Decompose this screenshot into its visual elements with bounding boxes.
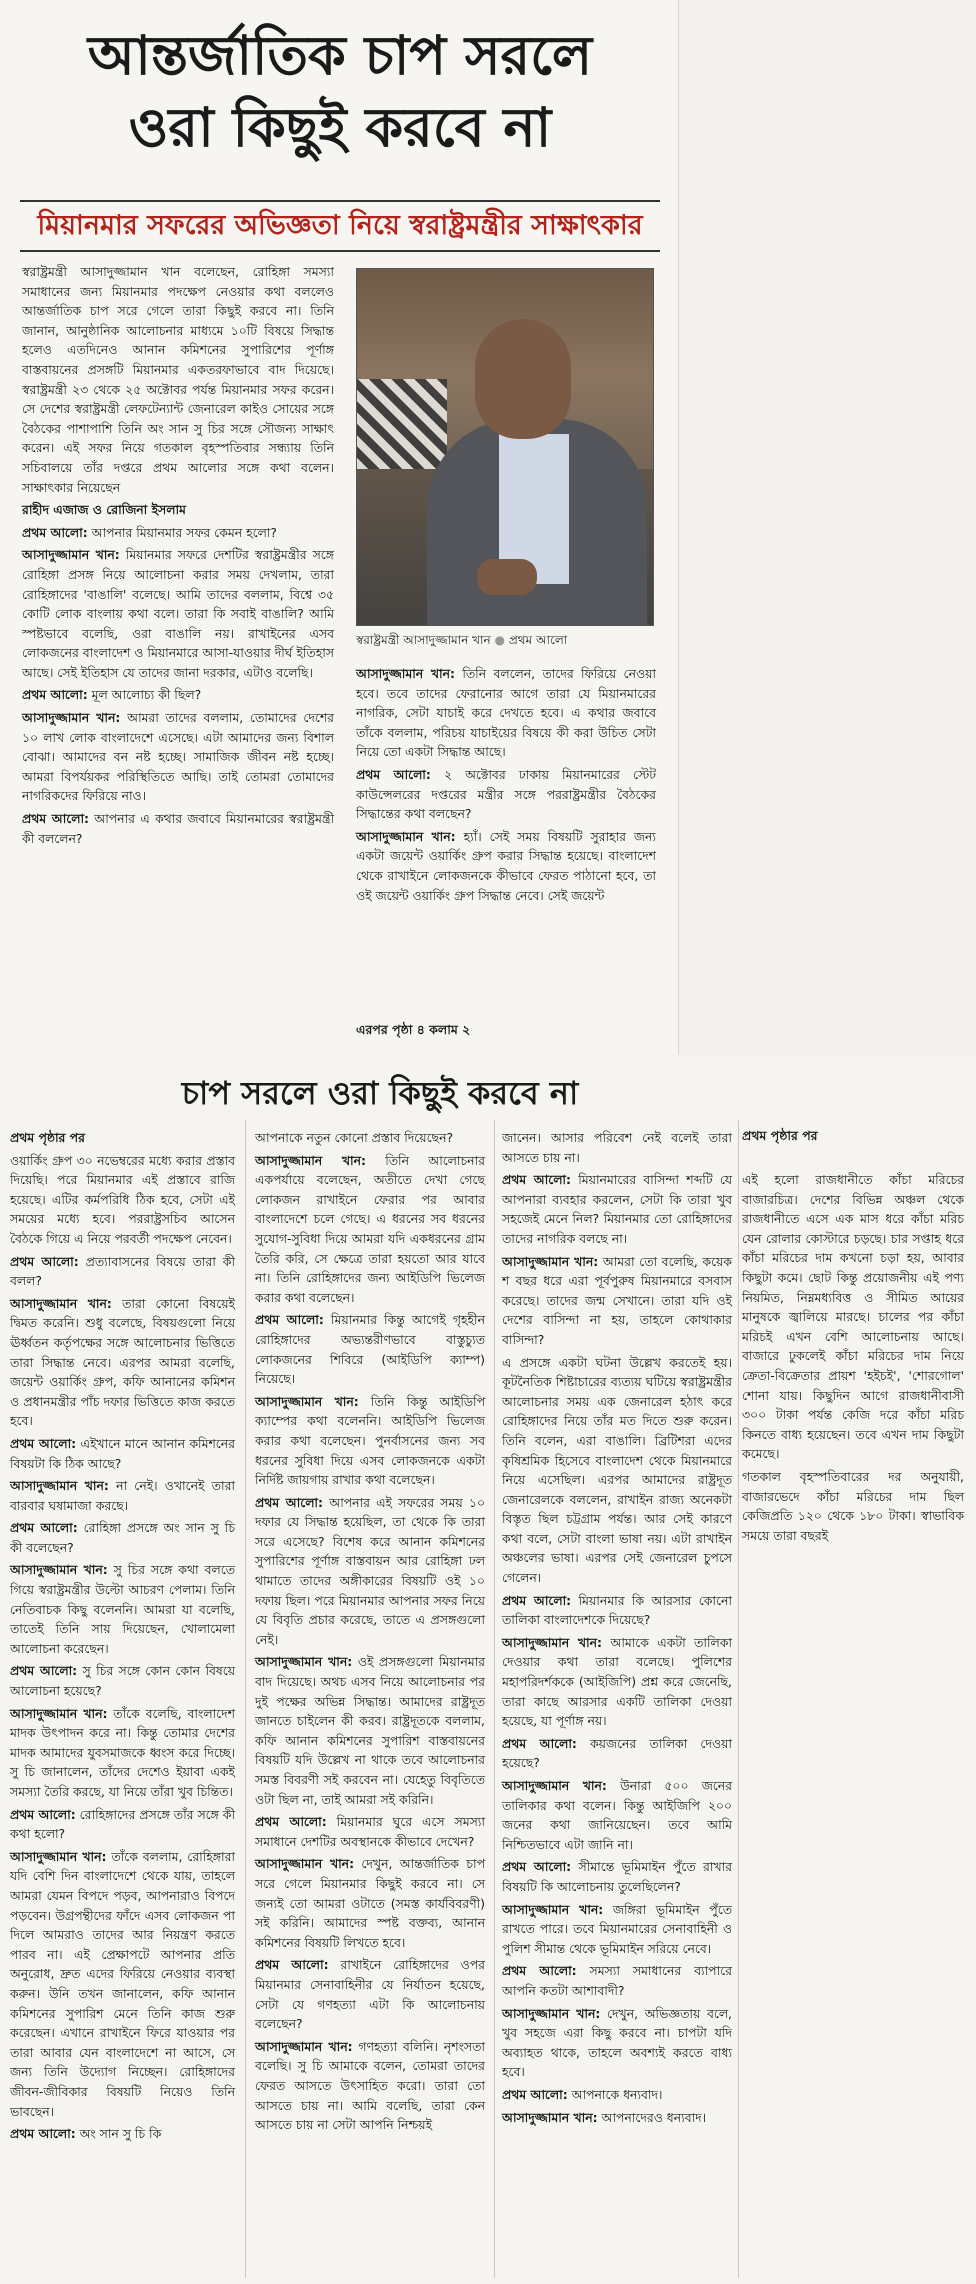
paragraph-text: এইখানে মানে আনান কমিশনের বিষয়টা কি ঠিক আছে? <box>10 1435 235 1471</box>
interview-paragraph <box>255 1652 485 1809</box>
minister-photo <box>356 268 654 626</box>
paragraph-text: এই হলো রাজধানীতে কাঁচা মরিচের বাজারচিত্র। দেশের বিভিন্ন অঞ্চল থেকে রাজধানীতে এসে এক মাস ধরে কাঁচা মরিচ যেন রোলার কোস্টারে চড়ছে। চার সপ্তাহ ধরে কাঁচা মরিচের দাম কখনো চড়া হয়, আবার কিছুটা কমে। ছোট কিন্তু প্রয়োজনীয় এই পণ্য নিয়মিত, নিম্নমধ্যবিত্ত ও সীমিত আয়ের মানুষকে জ্বালিয়ে মারছে। চালের পর কাঁচা মরিচই এখন বেশি আলোচনায় আছে। বাজারে ঢুকলেই কাঁচা মরিচের দাম নিয়ে ক্রেতা-বিক্রেতার প্রায়শ 'হইচই', 'শোরগোল' শোনা যায়। কিছুদিন আগে রাজধানীবাসী ৩০০ টাকা পর্যন্ত কেজি দরে কাঁচা মরিচ কিনতে বাধ্য হয়েছেন। তবে এখন দাম কিছুটা কমেছে। <box>742 1172 964 1462</box>
photo-background-pattern <box>357 379 447 469</box>
interview-paragraph <box>10 1560 235 1658</box>
speaker-label: আসাদুজ্জামান খান: <box>10 1705 108 1721</box>
paragraph-text: না নেই। ওখানেই তারা বারবার ঘষামাজা করছে। <box>10 1478 235 1513</box>
paragraph-text: মিয়ানমারের বাসিন্দা শব্দটি যে আপনারা ব্যবহার করলেন, সেটা কি তারা খুব সহজেই মেনে নিল? মিয়ানমার তো রোহিঙ্গাদের তাদের নাগরিক বলছে না। <box>502 1172 732 1246</box>
interview-paragraph <box>10 2124 235 2144</box>
speaker-label: আসাদুজ্জামান খান: <box>356 666 455 681</box>
paragraph-text: সীমান্তে ভূমিমাইন পুঁতে রাখার বিষয়টি কি আলোচনায় তুলেছিলেন? <box>502 1859 732 1894</box>
speaker-label: আসাদুজ্জামান খান: <box>10 1848 107 1864</box>
photo-caption <box>356 632 656 652</box>
interview-paragraph <box>255 1128 485 1148</box>
interview-paragraph <box>10 1434 235 1473</box>
interview-paragraph <box>255 1854 485 1952</box>
speaker-label: প্রথম আলো: <box>10 2126 76 2142</box>
interview-paragraph <box>742 1170 964 1464</box>
speaker-label: আসাদুজ্জামান খান: <box>502 1634 603 1650</box>
speaker-label: প্রথম আলো: <box>10 1520 78 1536</box>
speaker-label: আসাদুজ্জামান খান: <box>10 1562 108 1578</box>
interview-paragraph <box>356 664 656 762</box>
interview-paragraph <box>502 1128 732 1167</box>
interview-paragraph <box>10 1518 235 1557</box>
interview-paragraph <box>22 809 334 848</box>
speaker-label: প্রথম আলো: <box>10 1435 77 1451</box>
interview-paragraph <box>10 1661 235 1700</box>
paragraph-text: ২ অক্টোবর ঢাকায় মিয়ানমারের স্টেট কাউন্সেলরের দপ্তরের মন্ত্রীর সঙ্গে পররাষ্ট্রমন্ত্রীর বৈঠকের সিদ্ধান্তের কথা বলছেন? <box>356 766 656 822</box>
paragraph-text: আপনাকে নতুন কোনো প্রস্তাব দিয়েছেন? <box>255 1130 454 1145</box>
paragraph-text: আপনাদেরও ধন্যবাদ। <box>597 2109 707 2125</box>
interview-paragraph <box>10 1294 235 1431</box>
speaker-label: আসাদুজ্জামান খান: <box>502 1253 599 1269</box>
interview-paragraph <box>255 2037 485 2135</box>
speaker-label: আসাদুজ্জামান খান: <box>502 1901 604 1917</box>
speaker-label: প্রথম আলো: <box>255 1312 324 1328</box>
interview-paragraph <box>10 1252 235 1291</box>
interview-paragraph <box>502 1170 732 1248</box>
sidebar-continued-label: প্রথম পৃষ্ঠার পর <box>742 1128 818 1143</box>
paragraph-text: তাঁকে বললাম, রোহিঙ্গারা যদি বেশি দিন বাংলাদেশে থেকে যায়, তাহলে আমরা যেমন বিপদে পড়ব, আপনারাও বিপদে পড়বেন। উগ্রপন্থীদের ফাঁদে এসব লোকজন পা দিলে আমরাও তাদের আর নিয়ন্ত্রণ করতে পারব না। এই প্রেক্ষাপটে আপনার প্রতি অনুরোধ, দ্রুত এদের ফিরিয়ে নেওয়ার ব্যবস্থা করুন। উনি তখন জানালেন, কফি আনান কমিশনের সুপারিশ মেনে তিনি কাজ শুরু করেছেন। এখানে রাখাইনে ফিরে যাওয়ার পর তারা আবার যেন বাংলাদেশে না আসে, সে জন্য তিনি উদ্যোগ নিচ্ছেন। রোহিঙ্গাদের জীবন-জীবিকার বিষয়টি নিয়েও তিনি ভাবছেন। <box>10 1848 235 2119</box>
speaker-label: আসাদুজ্জামান খান: <box>502 1778 607 1793</box>
paragraph-text: আমরা তো বলেছি, কয়েক শ বছর ধরে এরা পূর্বপুরুষ মিয়ানমারে বসবাস করেছে। তাদের জন্ম সেখানে। তারা যদি ওই দেশের বাসিন্দা না হয়, তাহলে কোথাকার বাসিন্দা? <box>502 1253 732 1347</box>
interview-paragraph <box>502 1900 732 1959</box>
interview-paragraph <box>22 685 334 705</box>
paragraph-text: আপনার এ কথার জবাবে মিয়ানমারের স্বরাষ্ট্রমন্ত্রী কী বললেন? <box>22 811 334 846</box>
speaker-label: আসাদুজ্জামান খান: <box>255 1393 359 1409</box>
interview-paragraph <box>10 1151 235 1249</box>
speaker-label: প্রথম আলো: <box>10 1663 78 1679</box>
interview-paragraph <box>502 2085 732 2105</box>
paragraph-text: রোহিঙ্গাদের প্রসঙ্গে তাঁর সঙ্গে কী কথা হলো? <box>10 1806 235 1842</box>
paragraph-text: জানেন। আসার পরিবেশ নেই বলেই তারা আসতে চায় না। <box>502 1130 732 1165</box>
paragraph-text: মিয়ানমার ঘুরে এসে সমস্যা সমাধানে দেশটির অবস্থানকে কীভাবে দেখেন? <box>255 1814 485 1849</box>
speaker-label: প্রথম আলো: <box>502 2086 568 2102</box>
interview-paragraph <box>10 1704 235 1802</box>
interview-paragraph <box>22 708 334 806</box>
interview-paragraph <box>255 1310 485 1388</box>
interview-column-1 <box>22 523 334 849</box>
speaker-label: প্রথম আলো: <box>502 1172 571 1188</box>
paragraph-text: তিনি কিন্তু আইডিপি ক্যাম্পের কথা বলেননি। আইডিপি ভিলেজ করার কথা বলেছেন। পুনর্বাসনের জন্য সব ধরনের সুবিধা দিয়ে এসব লোকজনকে একটা নির্দিষ্ট জায়গায় রাখার কথা বলেছেন। <box>255 1393 485 1488</box>
interview-paragraph <box>502 1353 732 1588</box>
photo-figure-hands <box>477 559 537 595</box>
interview-paragraph <box>502 1591 732 1630</box>
paragraph-text: আমাকে একটা তালিকা দেওয়ার কথা তারা বলেছে। পুলিশের মহাপরিদর্শককে (আইজিপি) প্রশ্ন করে জেনেছি, তারা কাছে আরসার একটি তালিকা দেওয়া হয়েছে, যা পূর্ণাঙ্গ নয়। <box>502 1634 732 1729</box>
column-divider <box>494 1120 495 2278</box>
paragraph-text: মিয়ানমার কি আরসার কোনো তালিকা বাংলাদেশকে দিয়েছে? <box>502 1592 732 1628</box>
byline: রাহীদ এজাজ ও রোজিনা ইসলাম <box>22 502 186 518</box>
speaker-label: আসাদুজ্জামান খান: <box>255 1152 366 1168</box>
speaker-label: আসাদুজ্জামান খান: <box>255 2038 353 2054</box>
speaker-label: প্রথম আলো: <box>22 687 88 703</box>
speaker-label: আসাদুজ্জামান খান: <box>356 828 456 844</box>
jump-line: এরপর পৃষ্ঠা ৪ কলাম ২ <box>356 1022 471 1037</box>
subheadline-divider <box>20 250 660 252</box>
speaker-label: প্রথম আলো: <box>10 1806 76 1822</box>
interview-paragraph <box>502 1776 732 1854</box>
paragraph-text: দেখুন, অভিজ্ঞতায় বলে, খুব সহজে এরা কিছু করবে না। চাপটা যদি অব্যাহত থাকে, তাহলে অবশ্যই করতে বাধ্য হবে। <box>502 2005 732 2080</box>
column-divider <box>738 1120 739 2278</box>
speaker-label: আসাদুজ্জামান খান: <box>502 2109 598 2125</box>
continued-column-2 <box>255 1128 485 2138</box>
interview-paragraph <box>502 1252 732 1350</box>
photo-figure-head <box>475 319 571 439</box>
paragraph-text: তিনি আলোচনার একপর্যায়ে বলেছেন, অতীতে দেখা গেছে লোকজন রাখাইনে ফেরার পর আবার বাংলাদেশে চলে গেছে। এ ধরনের সব ধরনের সুযোগ-সুবিধা দিয়ে আমরা যদি একধরনের গ্রাম তৈরি করি, সে ক্ষেত্রে তারা হয়তো আর যাবে না। তিনি রোহিঙ্গাদের জন্য আইডিপি ভিলেজ করার কথা বলেছেন। <box>255 1152 485 1305</box>
speaker-label: প্রথম আলো: <box>22 524 88 540</box>
paragraph-text: মূল আলোচ্য কী ছিল? <box>87 687 202 703</box>
interview-paragraph <box>255 1493 485 1650</box>
paragraph-text: তাঁকে বলেছি, বাংলাদেশ মাদক উৎপাদন করে না। কিন্তু তোমার দেশের মাদক আমাদের যুবসমাজকে ধ্বংস করে দিচ্ছে। সু চি জানালেন, তাঁদের দেশেও ইয়াবা একই সমস্যা তৈরি করছে, যা নিয়ে তাঁরা খুব চিন্তিত। <box>10 1705 235 1799</box>
speaker-label: আসাদুজ্জামান খান: <box>255 1654 353 1670</box>
interview-paragraph <box>502 2004 732 2082</box>
interview-paragraph <box>255 1955 485 2033</box>
paragraph-text: ওই প্রসঙ্গগুলো মিয়ানমার বাদ দিয়েছে। অথচ এসব নিয়ে আলোচনার পর দুই পক্ষের অভিন্ন সিদ্ধান্ত। আমাদের রাষ্ট্রদূত জানতে চাইলেন কী করব। রাষ্ট্রদূতকে বললাম, কফি আনান কমিশনের সুপারিশ বাস্তবায়নের বিষয়টি যদি উল্লেখ না থাকে তবে আলোচনার সমস্ত বিবরণী সই করবেন না। যেহেতু বিবৃতিতে ওটা ছিল না, তাই আমরা সই করিনি। <box>255 1654 485 1807</box>
paragraph-text: মিয়ানমার কিন্তু আগেই গৃহহীন রোহিঙ্গাদের অভ্যন্তরীণভাবে বাস্তুচ্যুত লোকজনের শিবিরে (আইডিপি ক্যাম্প) নিয়েছে। <box>255 1312 485 1387</box>
paragraph-text: আমরা তাদের বললাম, তোমাদের দেশের ১০ লাখ লোক বাংলাদেশে এসেছে। এটা আমাদের জন্য বিশাল বোঝা। আমাদের বন নষ্ট হচ্ছে। সামাজিক জীবন নষ্ট হচ্ছে। আমরা বিপর্যয়কর পরিস্থিতিতে আছি। তাই তোমরা তোমাদের নাগরিকদের ফিরিয়ে নাও। <box>22 710 334 804</box>
speaker-label: প্রথম আলো: <box>502 1592 572 1608</box>
caption-credit: প্রথম আলো <box>508 633 568 647</box>
headline-divider <box>20 200 660 202</box>
interview-paragraph <box>255 1392 485 1490</box>
speaker-label: প্রথম আলো: <box>10 1253 79 1269</box>
paragraph-text: আপনার মিয়ানমার সফর কেমন হলো? <box>87 524 277 540</box>
speaker-label: প্রথম আলো: <box>255 1814 327 1830</box>
speaker-label: প্রথম আলো: <box>356 766 431 782</box>
speaker-label: প্রথম আলো: <box>255 1494 323 1510</box>
speaker-label: আসাদুজ্জামান খান: <box>22 547 120 563</box>
continued-column-1 <box>10 1128 235 2147</box>
sidebar-column <box>742 1170 964 1548</box>
paragraph-text: মিয়ানমার সফরে দেশটির স্বরাষ্ট্রমন্ত্রীর সঙ্গে রোহিঙ্গা প্রসঙ্গ নিয়ে আলোচনা করার সময় দেখলাম, তারা রোহিঙ্গাদের 'বাঙালি' বলেছে। আমি তাদের বললাম, বিশ্বে ৩৫ কোটি লোক বাংলায় কথা বলে। তারা কি সবাই বাঙালি? আমি স্পষ্টভাবে বলেছি, ওরা বাঙালি নয়। রাখাইনের এসব লোকজনের বাংলাদেশ ও মিয়ানমারে আসা-যাওয়ার দীর্ঘ ইতিহাস আছে। সেই ইতিহাস যে তাদের জানা দরকার, এটাও বলেছি। <box>22 547 334 680</box>
interview-paragraph <box>10 1805 235 1844</box>
speaker-label: প্রথম আলো: <box>502 1735 577 1751</box>
subheadline: মিয়ানমার সফরের অভিজ্ঞতা নিয়ে স্বরাষ্ট্রমন্ত্রীর সাক্ষাৎকার <box>37 210 643 241</box>
speaker-label: প্রথম আলো: <box>502 1963 577 1979</box>
paragraph-text: সু চির সঙ্গে কথা বলতে গিয়ে স্বরাষ্ট্রমন্ত্রীর উল্টো আচরণ পেলাম। তিনি নেতিবাচক কিছু বলেননি। আমরা যা বলেছি, তাতেই তিনি সায় দিয়েছেন, খোলামেলা আলোচনা করেছেন। <box>10 1562 235 1656</box>
column-divider <box>245 1120 246 2278</box>
paragraph-text: তিনি বললেন, তাদের ফিরিয়ে নেওয়া হবে। তবে তাদের ফেরানোর আগে তারা যে মিয়ানমারের নাগরিক, সেটা যাচাই করে দেখতে হবে। এ কথার জবাবে তাঁকে বললাম, পরিচয় যাচাইয়ের বিষয়ে কী করা উচিত সেটা নিয়ে তো একটা সিদ্ধান্ত আছে। <box>356 666 656 760</box>
paragraph-text: রাখাইনে রোহিঙ্গাদের ওপর মিয়ানমার সেনাবাহিনীর যে নির্যাতন হয়েছে, সেটা যে গণহত্যা এটা কি আলোচনায় বলেছেন? <box>255 1957 485 2032</box>
paragraph-text: তারা কোনো বিষয়েই দ্বিমত করেনি। শুধু বলেছে, বিষয়গুলো নিয়ে ঊর্ধ্বতন কর্তৃপক্ষের সঙ্গে আলোচনার ভিত্তিতে তারা সিদ্ধান্ত নেবে। এরপর আমরা বলেছি, জয়েন্ট ওয়ার্কিং গ্রুপ, কফি আনানের কমিশন ও প্রধানমন্ত্রীর পাঁচ দফার ভিত্তিতে কাজ করতে হবে। <box>10 1295 235 1429</box>
paragraph-text: উনারা ৫০০ জনের তালিকার কথা বলেন। কিন্তু আইজিপি ২০০ জনের কথা জানিয়েছেন। তবে আমি নিশ্চিতভাবে এটা জানি না। <box>502 1778 732 1852</box>
interview-paragraph <box>502 1961 732 2000</box>
paragraph-text: অং সান সু চি কি <box>75 2126 162 2142</box>
interview-paragraph <box>742 1467 964 1545</box>
continued-column-3 <box>502 1128 732 2130</box>
interview-paragraph <box>255 1151 485 1308</box>
paragraph-text: হ্যাঁ। সেই সময় বিষয়টি সুরাহার জন্য একটা জয়েন্ট ওয়ার্কিং গ্রুপ করার সিদ্ধান্ত হয়েছে। বাংলাদেশ থেকে রাখাইনে লোকজনকে কীভাবে ফেরত পাঠানো হবে, তা ওই জয়েন্ট ওয়ার্কিং গ্রুপ সিদ্ধান্ত নেবে। সেই জয়েন্ট <box>356 828 656 903</box>
paragraph-text: ওয়ার্কিং গ্রুপ ৩০ নভেম্বরের মধ্যে করার প্রস্তাব দিয়েছি। পরে মিয়ানমার এই প্রস্তাবে রাজি হয়েছে। এটির কর্মপরিধি ঠিক হবে, সেটা এই সময়ের মধ্যে হবে। পররাষ্ট্রসচিব আসেন বৈঠকে গিয়ে এ নিয়ে পরবর্তী পদক্ষেপ নেবেন। <box>10 1152 235 1246</box>
caption-text: স্বরাষ্ট্রমন্ত্রী আসাদুজ্জামান খান <box>356 633 491 647</box>
headline-line-1: আন্তর্জাতিক চাপ সরলে <box>87 24 593 87</box>
paragraph-text: কয়জনের তালিকা দেওয়া হয়েছে? <box>502 1735 732 1771</box>
interview-paragraph <box>10 1847 235 2121</box>
speaker-label: আসাদুজ্জামান খান: <box>22 710 121 726</box>
paragraph-text: আপনার এই সফরের সময় ১০ দফার যে সিদ্ধান্ত হয়েছিল, তা থেকে কি তারা সরে এসেছে? বিশেষ করে আনান কমিশনের সুপারিশের পূর্ণাঙ্গ বাস্তবায়ন আর রোহিঙ্গা ঢল থামাতে তাদের অঙ্গীকারের বিষয়টি ওই ১০ দফায় ছিল। পরে মিয়ানমার আপনার সফর নিয়ে যে বিবৃতি প্রচার করেছে, তাতে এ প্রসঙ্গগুলো নেই। <box>255 1494 485 1647</box>
paragraph-text: সমস্যা সমাধানের ব্যাপারে আপনি কতটা আশাবাদী? <box>502 1963 732 1998</box>
interview-paragraph <box>502 2108 732 2128</box>
interview-paragraph <box>502 1857 732 1896</box>
headline-line-2: ওরা কিছুই করবে না <box>128 96 552 159</box>
main-headline <box>20 20 660 164</box>
caption-bullet-icon: ● <box>494 633 509 647</box>
paragraph-text: রোহিঙ্গা প্রসঙ্গে অং সান সু চি কী বলেছেন? <box>10 1520 236 1555</box>
interview-paragraph <box>10 1476 235 1515</box>
interview-paragraph <box>22 523 334 543</box>
interview-paragraph <box>502 1734 732 1773</box>
speaker-label: প্রথম আলো: <box>502 1859 572 1875</box>
paragraph-text: এ প্রসঙ্গে একটা ঘটনা উল্লেখ করতেই হয়। কূটনৈতিক শিষ্টাচারের ব্যত্যয় ঘটিয়ে স্বরাষ্ট্রমন্ত্রীর আলোচনার সময় এক জেনারেল হঠাৎ করে রোহিঙ্গাদের নিয়ে তাঁর মত দিতে শুরু করেন। তিনি বলেন, এরা বাঙালি। ব্রিটিশরা এদের কৃষিশ্রমিক হিসেবে বাংলাদেশ থেকে মিয়ানমারে নিয়ে এসেছিল। এরপর আমাদের রাষ্ট্রদূত জেনারেলকে বললেন, রাখাইন রাজ্য অনেকটা বিস্তৃত ছিল চট্টগ্রাম পর্যন্ত। আর সেই কারণে কথা বলে, সেটা বাংলা ভাষা নয়। এটা রাখাইন অঞ্চলের ভাষা। এরপর সেই জেনারেল চুপসে গেলেন। <box>502 1354 732 1586</box>
speaker-label: প্রথম আলো: <box>22 811 90 827</box>
interview-column-2 <box>356 664 656 908</box>
interview-paragraph <box>22 545 334 682</box>
speaker-label: আসাদুজ্জামান খান: <box>10 1295 112 1311</box>
intro-paragraph: স্বরাষ্ট্রমন্ত্রী আসাদুজ্জামান খান বলেছেন, রোহিঙ্গা সমস্যা সমাধানের জন্য মিয়ানমার পদক্ষেপ নেওয়ার কথা বললেও আন্তর্জাতিক চাপ সরে গেলে তারা কিছুই করবে না। তিনি জানান, আনুষ্ঠানিক আলোচনার মাধ্যমে ১০টি বিষয়ে সিদ্ধান্ত হলেও এতদিনেও আনান কমিশনের সুপারিশের পূর্ণাঙ্গ বাস্তবায়নের প্রসঙ্গটি মিয়ানমার একতরফাভাবে বাদ দিয়েছে। স্বরাষ্ট্রমন্ত্রী ২৩ থেকে ২৫ অক্টোবর পর্যন্ত মিয়ানমার সফর করেন। সে দেশের স্বরাষ্ট্রমন্ত্রী লেফটেন্যান্ট জেনারেল কাইও সোয়ের সঙ্গে বৈঠকের পাশাপাশি তিনি অং সান সু চির সঙ্গে সৌজন্য সাক্ষাৎ করেন। এই সফর নিয়ে গতকাল বৃহস্পতিবার সন্ধ্যায় তিনি সচিবালয়ে তাঁর দপ্তরে প্রথম আলোর সঙ্গে কথা বলেন। সাক্ষাৎকার নিয়েছেন <box>22 264 334 495</box>
paragraph-text: আপনাকে ধন্যবাদ। <box>567 2086 663 2102</box>
paragraph-text: দেখুন, আন্তর্জাতিক চাপ সরে গেলে মিয়ানমার কিছুই করবে না। সে জন্যই তো আমরা ওটাতে (সমস্ত কার্যবিবরণী) সই করিনি। আমাদের স্পষ্ট বক্তব্য, আনান কমিশনের বিষয়টি লিখতে হবে। <box>255 1856 485 1950</box>
paragraph-text: প্রত্যাবাসনের বিষয়ে তারা কী বলল? <box>10 1253 235 1289</box>
paragraph-text: সু চির সঙ্গে কোন কোন বিষয়ে আলোচনা হয়েছে? <box>10 1663 235 1699</box>
interview-paragraph <box>356 827 656 905</box>
paragraph-text: গণহত্যা বলিনি। নৃশংসতা বলেছি। সু চি আমাকে বলেন, তোমরা তাদের ফেরত আসতে উৎসাহিত করো। তারা তো আসতে চায় না। আমি বলেছি, তারা কেন আসতে চায় না সেটা আপনি নিশ্চয়ই <box>255 2038 485 2133</box>
paragraph-text: জঙ্গিরা ভূমিমাইন পুঁতে রাখতে পারে। তবে মিয়ানমারের সেনাবাহিনী ও পুলিশ সীমান্ত থেকে ভূমিমাইন সরিয়ে নেবে। <box>502 1901 732 1956</box>
speaker-label: আসাদুজ্জামান খান: <box>10 1478 109 1494</box>
speaker-label: আসাদুজ্জামান খান: <box>255 1856 355 1872</box>
interview-paragraph <box>255 1812 485 1851</box>
paragraph-text: গতকাল বৃহস্পতিবারের দর অনুযায়ী, বাজারভেদে কাঁচা মরিচের দাম ছিল কেজিপ্রতি ১২০ থেকে ১৮০ টাকা। স্বাভাবিক সময়ে তারা বছরই <box>742 1468 964 1543</box>
speaker-label: প্রথম আলো: <box>255 1957 329 1973</box>
speaker-label: আসাদুজ্জামান খান: <box>502 2005 601 2021</box>
interview-paragraph <box>356 765 656 824</box>
intro-column <box>22 262 334 851</box>
interview-paragraph <box>502 1633 732 1731</box>
continued-from-label: প্রথম পৃষ্ঠার পর <box>10 1130 85 1145</box>
continued-headline: চাপ সরলে ওরা কিছুই করবে না <box>181 1074 579 1112</box>
